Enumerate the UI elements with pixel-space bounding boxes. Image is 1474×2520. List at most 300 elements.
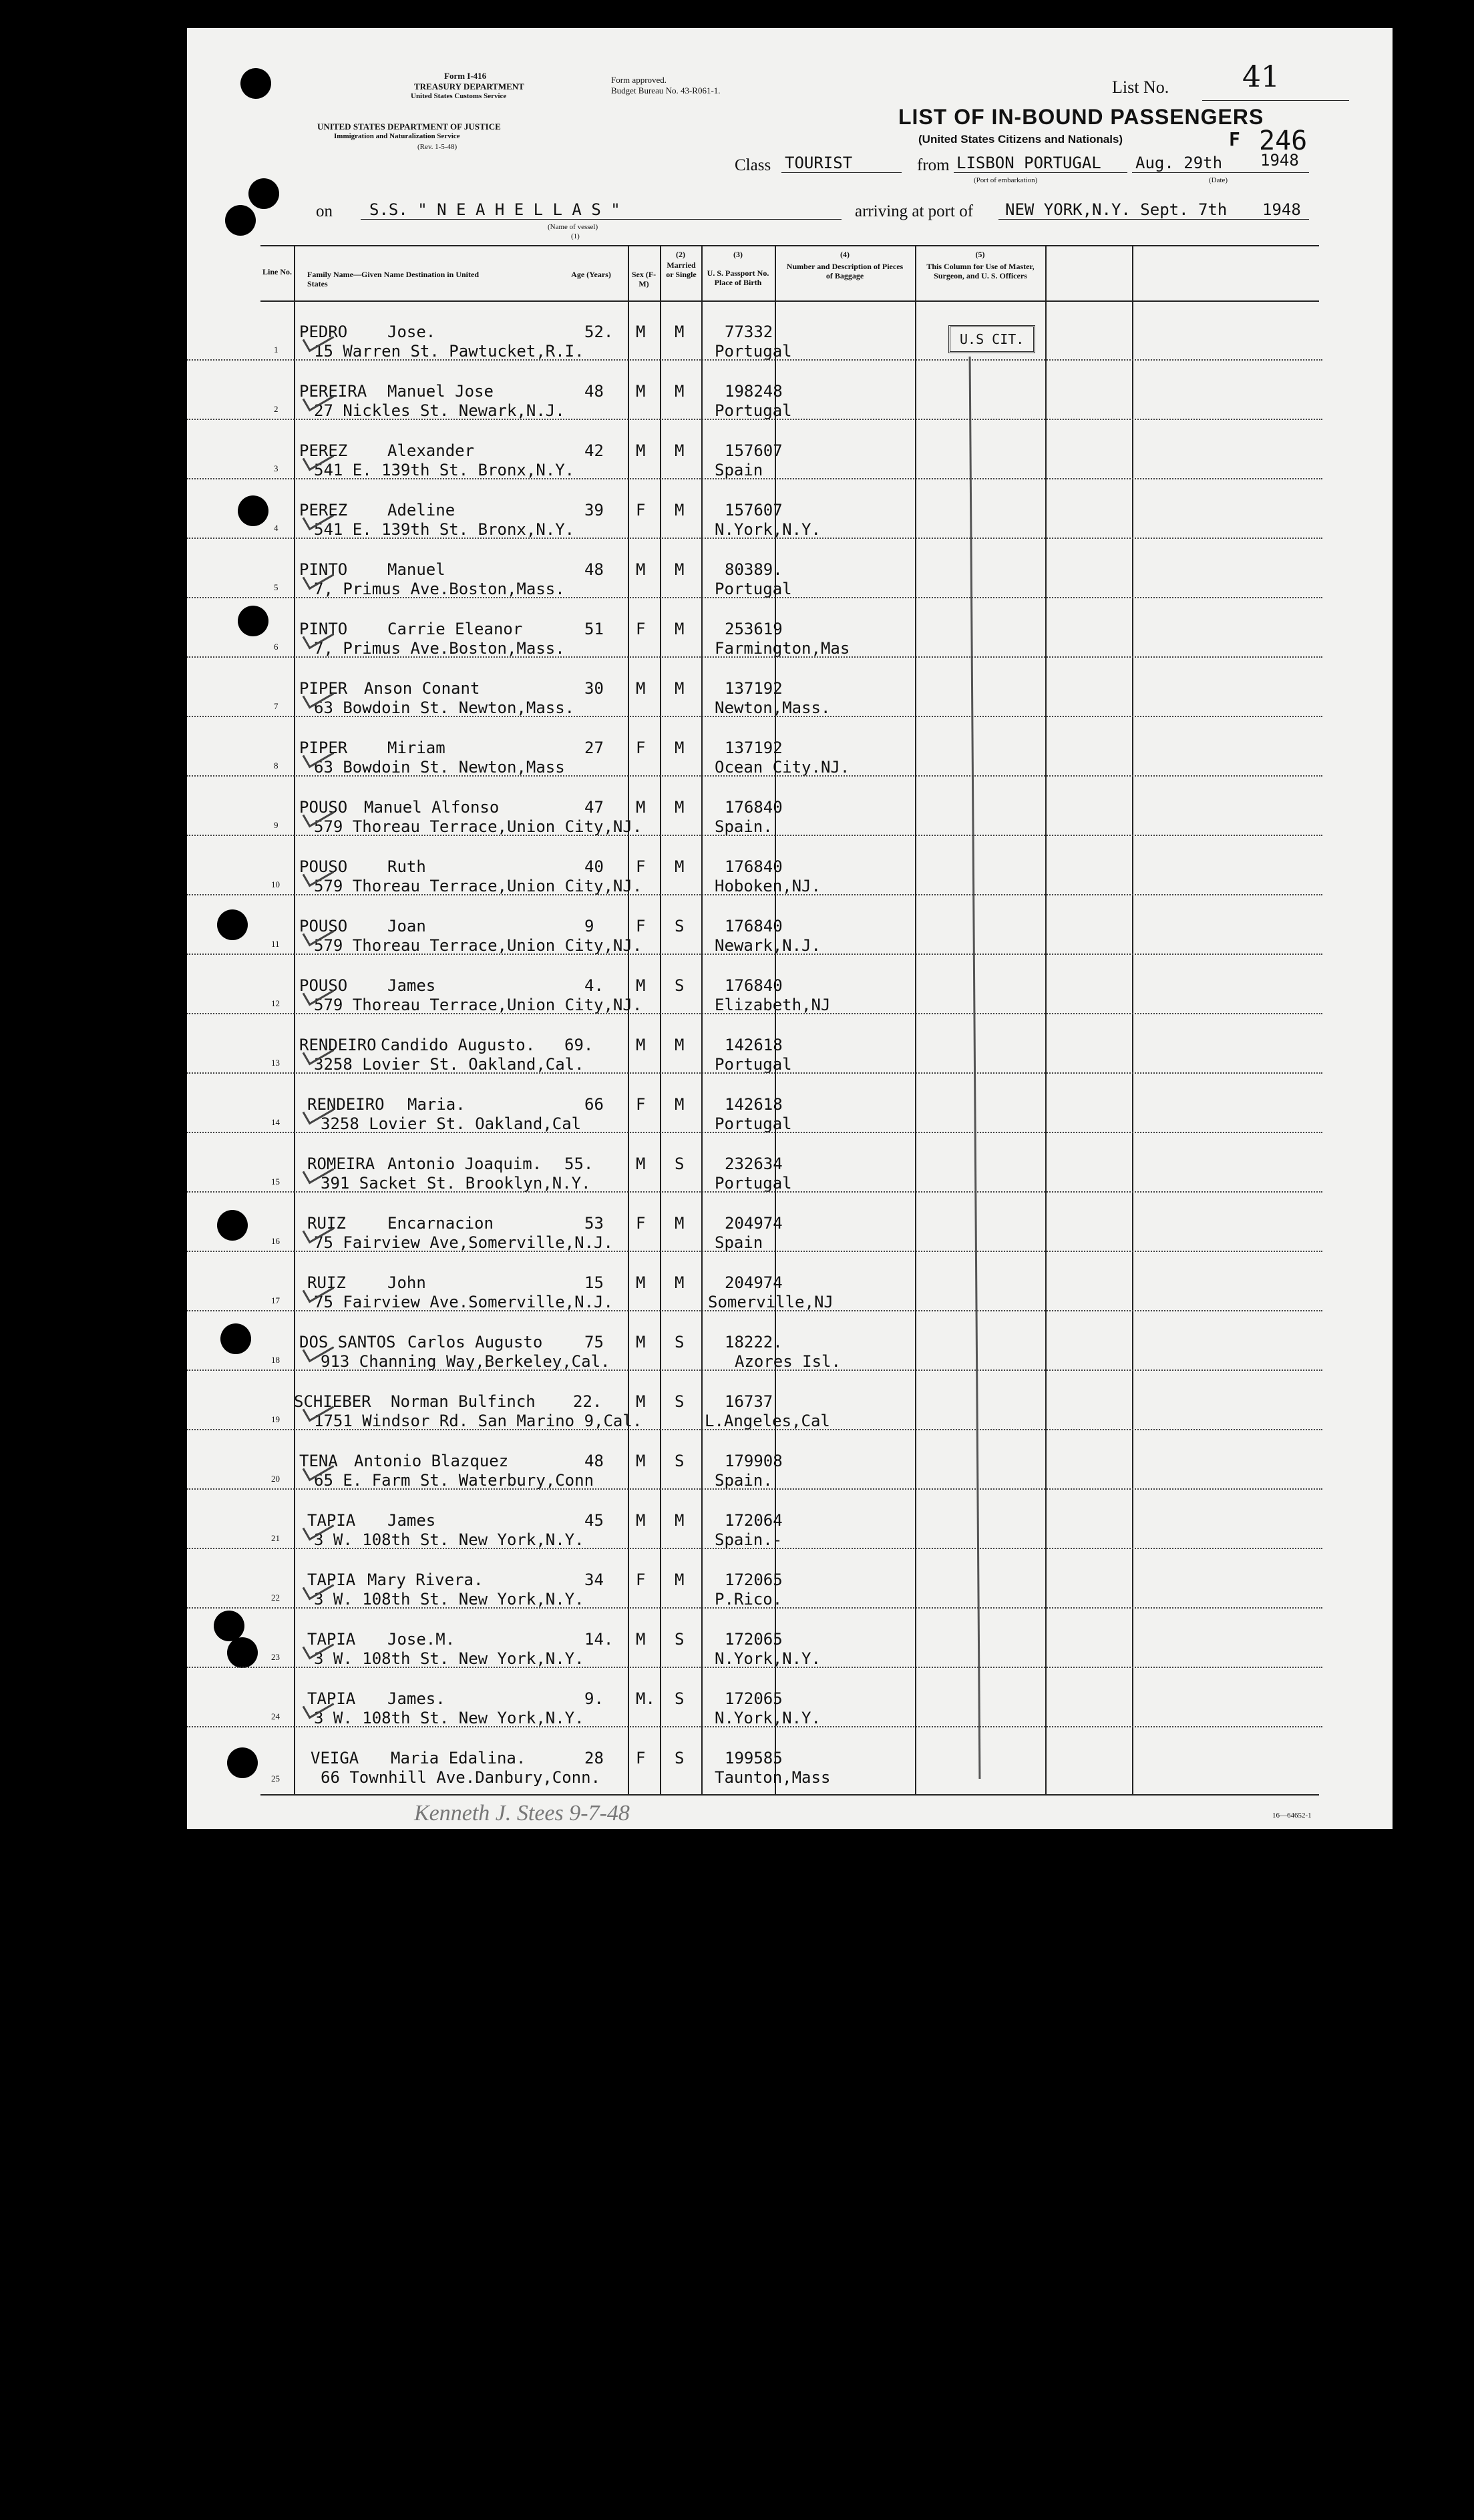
passport-number: 137192 bbox=[725, 739, 783, 757]
age: 66 bbox=[584, 1095, 604, 1114]
address: 579 Thoreau Terrace,Union City,NJ. bbox=[314, 877, 642, 895]
sex: M bbox=[636, 382, 646, 401]
passport-number: 18222. bbox=[725, 1333, 783, 1351]
sex: M. bbox=[636, 1689, 655, 1708]
age: 9 bbox=[584, 917, 594, 935]
passport-number: 142618 bbox=[725, 1095, 783, 1114]
sex: M bbox=[636, 323, 646, 341]
passenger-row bbox=[187, 1727, 1322, 1786]
passenger-row bbox=[187, 598, 1322, 657]
birthplace: Spain. bbox=[715, 817, 773, 836]
family-name: VEIGA bbox=[311, 1749, 359, 1767]
sex: F bbox=[636, 857, 646, 876]
age: 4. bbox=[584, 976, 604, 995]
given-name: Alexander bbox=[387, 441, 475, 460]
address: 65 E. Farm St. Waterbury,Conn bbox=[314, 1471, 594, 1490]
passenger-list bbox=[187, 300, 1322, 1793]
col-header-name: Family Name—Given Name Destination in United States bbox=[307, 270, 479, 288]
given-name: Candido Augusto. bbox=[381, 1036, 536, 1054]
vessel-col-no: (1) bbox=[571, 232, 580, 240]
line-number: 15 bbox=[271, 1177, 280, 1187]
age: 27 bbox=[584, 739, 604, 757]
passenger-row bbox=[187, 1311, 1322, 1370]
family-name: SCHIEBER bbox=[294, 1392, 371, 1411]
given-name: Miriam bbox=[387, 739, 445, 757]
family-name: TAPIA bbox=[307, 1630, 356, 1649]
address: 27 Nickles St. Newark,N.J. bbox=[314, 401, 565, 420]
passenger-row bbox=[187, 1548, 1322, 1608]
sex: F bbox=[636, 1570, 646, 1589]
arrival-underline bbox=[998, 219, 1309, 220]
passport-number: 204974 bbox=[725, 1273, 783, 1292]
age: 48 bbox=[584, 382, 604, 401]
passenger-row bbox=[187, 835, 1322, 895]
line-number: 2 bbox=[274, 404, 279, 414]
given-name: James bbox=[387, 976, 436, 995]
col-header-n4: (4) bbox=[840, 250, 850, 259]
given-name: Jose. bbox=[387, 323, 436, 341]
age: 14. bbox=[584, 1630, 614, 1649]
address: 7, Primus Ave.Boston,Mass. bbox=[314, 580, 565, 598]
passenger-row bbox=[187, 1489, 1322, 1548]
punch-hole bbox=[240, 68, 271, 99]
sex: M bbox=[636, 1511, 646, 1530]
age: 52. bbox=[584, 323, 614, 341]
given-name: Maria Edalina. bbox=[391, 1749, 526, 1767]
passenger-row bbox=[187, 1667, 1322, 1727]
dept-treasury: TREASURY DEPARTMENT bbox=[414, 81, 524, 91]
passenger-row bbox=[187, 479, 1322, 538]
family-name: TENA bbox=[299, 1452, 338, 1470]
sex: M bbox=[636, 798, 646, 817]
passport-number: 77332 bbox=[725, 323, 773, 341]
table-top-rule bbox=[260, 245, 1319, 246]
age: 45 bbox=[584, 1511, 604, 1530]
given-name: Carlos Augusto bbox=[407, 1333, 543, 1351]
birthplace: Elizabeth,NJ bbox=[715, 996, 831, 1014]
marital-status: M bbox=[675, 501, 685, 519]
sex: M bbox=[636, 1333, 646, 1351]
given-name: Manuel Alfonso bbox=[364, 798, 500, 817]
marital-status: M bbox=[675, 560, 685, 579]
marital-status: S bbox=[675, 1689, 685, 1708]
family-name: PEREZ bbox=[299, 501, 348, 519]
marital-status: M bbox=[675, 798, 685, 817]
sex: M bbox=[636, 1273, 646, 1292]
address: 3 W. 108th St. New York,N.Y. bbox=[314, 1590, 584, 1609]
birthplace: Portugal bbox=[715, 342, 792, 361]
birthplace: N.York,N.Y. bbox=[715, 520, 821, 539]
given-name: James bbox=[387, 1511, 436, 1530]
family-name: POUSO bbox=[299, 976, 348, 995]
family-name: ROMEIRA bbox=[307, 1154, 375, 1173]
table-bottom-rule bbox=[260, 1794, 1319, 1796]
marital-status: M bbox=[675, 1511, 685, 1530]
birthplace: P.Rico. bbox=[715, 1590, 783, 1609]
page-title: LIST OF IN-BOUND PASSENGERS bbox=[898, 105, 1264, 129]
birthplace: N.York,N.Y. bbox=[715, 1649, 821, 1668]
line-number: 11 bbox=[271, 939, 280, 949]
birthplace: Portugal bbox=[715, 401, 792, 420]
sex: F bbox=[636, 1214, 646, 1233]
col-header-n5: (5) bbox=[975, 250, 985, 259]
address: 3 W. 108th St. New York,N.Y. bbox=[314, 1709, 584, 1727]
given-name: Ruth bbox=[387, 857, 426, 876]
stamp-prefix: F bbox=[1229, 128, 1240, 150]
col-header-sex: Sex (F-M) bbox=[631, 270, 657, 288]
address: 3258 Lovier St. Oakland,Cal bbox=[321, 1114, 582, 1133]
birthplace: Farmington,Mas bbox=[715, 639, 850, 658]
age: 15 bbox=[584, 1273, 604, 1292]
passport-number: 176840 bbox=[725, 976, 783, 995]
address: 913 Channing Way,Berkeley,Cal. bbox=[321, 1352, 610, 1371]
sex: M bbox=[636, 1630, 646, 1649]
birthplace: Spain. bbox=[715, 1471, 773, 1490]
dept-justice: UNITED STATES DEPARTMENT OF JUSTICE bbox=[317, 122, 501, 132]
col-header-married: Married or Single bbox=[666, 260, 697, 279]
list-number: 41 bbox=[1242, 60, 1280, 94]
marital-status: S bbox=[675, 1333, 685, 1351]
birthplace: L.Angeles,Cal bbox=[705, 1412, 830, 1430]
col-header-baggage: Number and Description of Pieces of Baggage bbox=[786, 262, 904, 280]
col-header-officers: This Column for Use of Master, Surgeon, and U. S. Officers bbox=[926, 262, 1035, 280]
line-number: 8 bbox=[274, 761, 279, 771]
passport-number: 232634 bbox=[725, 1154, 783, 1173]
given-name: Antonio Joaquim. bbox=[387, 1154, 542, 1173]
sex: F bbox=[636, 501, 646, 519]
arriving-label: arriving at port of bbox=[855, 202, 974, 220]
age: 40 bbox=[584, 857, 604, 876]
form-number: Form I-416 bbox=[444, 71, 487, 81]
passenger-row bbox=[187, 538, 1322, 598]
passenger-row bbox=[187, 1251, 1322, 1311]
birthplace: Spain bbox=[715, 461, 763, 479]
given-name: Mary Rivera. bbox=[367, 1570, 484, 1589]
passport-number: 172065 bbox=[725, 1630, 783, 1649]
family-name: PINTO bbox=[299, 560, 348, 579]
age: 48 bbox=[584, 1452, 604, 1470]
footer-code: 16—64652-1 bbox=[1272, 1812, 1312, 1820]
family-name: RUIZ bbox=[307, 1214, 346, 1233]
age: 28 bbox=[584, 1749, 604, 1767]
family-name: RENDEIRO bbox=[299, 1036, 377, 1054]
passenger-row bbox=[187, 1073, 1322, 1132]
passport-number: 172064 bbox=[725, 1511, 783, 1530]
page-subtitle: (United States Citizens and Nationals) bbox=[918, 133, 1123, 146]
marital-status: M bbox=[675, 1036, 685, 1054]
age: 53 bbox=[584, 1214, 604, 1233]
given-name: Manuel Jose bbox=[387, 382, 494, 401]
from-label: from bbox=[917, 156, 950, 174]
sex: M bbox=[636, 1154, 646, 1173]
passport-number: 179908 bbox=[725, 1452, 783, 1470]
stamp-number: 246 bbox=[1259, 126, 1308, 156]
address: 15 Warren St. Pawtucket,R.I. bbox=[314, 342, 584, 361]
passenger-row bbox=[187, 657, 1322, 716]
marital-status: M bbox=[675, 1273, 685, 1292]
punch-hole bbox=[225, 205, 256, 236]
family-name: TAPIA bbox=[307, 1570, 356, 1589]
family-name: DOS SANTOS bbox=[299, 1333, 396, 1351]
passenger-row bbox=[187, 1430, 1322, 1489]
birthplace: Spain.- bbox=[715, 1530, 783, 1549]
given-name: Adeline bbox=[387, 501, 455, 519]
passport-number: 142618 bbox=[725, 1036, 783, 1054]
address: 541 E. 139th St. Bronx,N.Y. bbox=[314, 520, 575, 539]
line-number: 7 bbox=[274, 701, 279, 711]
marital-status: M bbox=[675, 382, 685, 401]
address: 63 Bowdoin St. Newton,Mass. bbox=[314, 698, 575, 717]
class-underline bbox=[781, 172, 902, 173]
sex: M bbox=[636, 679, 646, 698]
marital-status: M bbox=[675, 1214, 685, 1233]
marital-status: S bbox=[675, 1630, 685, 1649]
passport-number: 253619 bbox=[725, 620, 783, 638]
birthplace: Taunton,Mass bbox=[715, 1768, 831, 1787]
line-number: 21 bbox=[271, 1533, 280, 1543]
birthplace: Newark,N.J. bbox=[715, 936, 821, 955]
line-number: 13 bbox=[271, 1058, 280, 1068]
birthplace: Spain bbox=[715, 1233, 763, 1252]
birthplace: Newton,Mass. bbox=[715, 698, 831, 717]
marital-status: M bbox=[675, 441, 685, 460]
from-underline bbox=[954, 172, 1127, 173]
given-name: Joan bbox=[387, 917, 426, 935]
passenger-row bbox=[187, 1132, 1322, 1192]
revision: (Rev. 1-5-48) bbox=[417, 143, 457, 151]
birthplace: Hoboken,NJ. bbox=[715, 877, 821, 895]
dept-justice-sub: Immigration and Naturalization Service bbox=[334, 132, 460, 140]
address: 7, Primus Ave.Boston,Mass. bbox=[314, 639, 565, 658]
date-underline bbox=[1132, 172, 1309, 173]
sex: M bbox=[636, 560, 646, 579]
passport-number: 172065 bbox=[725, 1689, 783, 1708]
passport-number: 157607 bbox=[725, 441, 783, 460]
marital-status: M bbox=[675, 679, 685, 698]
address: 66 Townhill Ave.Danbury,Conn. bbox=[321, 1768, 601, 1787]
sex: M bbox=[636, 1036, 646, 1054]
list-underline bbox=[1202, 100, 1349, 101]
arrival-port: NEW YORK,N.Y. Sept. 7th bbox=[1005, 200, 1228, 219]
year-value: 1948 bbox=[1260, 151, 1299, 170]
passenger-row bbox=[187, 954, 1322, 1014]
passenger-row bbox=[187, 895, 1322, 954]
line-number: 20 bbox=[271, 1474, 280, 1484]
address: 1751 Windsor Rd. San Marino 9,Cal. bbox=[314, 1412, 642, 1430]
age: 69. bbox=[564, 1036, 594, 1054]
address: 579 Thoreau Terrace,Union City,NJ. bbox=[314, 996, 642, 1014]
marital-status: S bbox=[675, 1154, 685, 1173]
family-name: PINTO bbox=[299, 620, 348, 638]
passport-number: 204974 bbox=[725, 1214, 783, 1233]
age: 47 bbox=[584, 798, 604, 817]
family-name: PEREZ bbox=[299, 441, 348, 460]
family-name: PIPER bbox=[299, 679, 348, 698]
marital-status: M bbox=[675, 857, 685, 876]
passenger-row bbox=[187, 419, 1322, 479]
birthplace: Somerville,NJ bbox=[708, 1293, 834, 1311]
passenger-row bbox=[187, 1370, 1322, 1430]
family-name: POUSO bbox=[299, 857, 348, 876]
punch-hole bbox=[248, 178, 279, 209]
birthplace: Portugal bbox=[715, 1114, 792, 1133]
address: 3258 Lovier St. Oakland,Cal. bbox=[314, 1055, 584, 1074]
line-number: 18 bbox=[271, 1355, 280, 1365]
budget-bureau: Budget Bureau No. 43-R061-1. bbox=[611, 85, 721, 95]
family-name: PEDRO bbox=[299, 323, 348, 341]
passenger-row bbox=[187, 360, 1322, 419]
given-name: John bbox=[387, 1273, 426, 1292]
passenger-row bbox=[187, 300, 1322, 360]
date-caption: (Date) bbox=[1209, 176, 1228, 184]
address: 579 Thoreau Terrace,Union City,NJ. bbox=[314, 817, 642, 836]
col-header-line: Line No. bbox=[262, 267, 292, 276]
age: 34 bbox=[584, 1570, 604, 1589]
list-label: List No. bbox=[1112, 77, 1169, 97]
line-number: 12 bbox=[271, 998, 280, 1008]
line-number: 6 bbox=[274, 642, 279, 652]
arrival-year: 1948 bbox=[1262, 200, 1301, 219]
sex: F bbox=[636, 1095, 646, 1114]
birthplace: N.York,N.Y. bbox=[715, 1709, 821, 1727]
line-number: 16 bbox=[271, 1236, 280, 1246]
age: 55. bbox=[564, 1154, 594, 1173]
inspector-signature: Kenneth J. Stees 9-7-48 bbox=[414, 1801, 630, 1826]
sex: M bbox=[636, 441, 646, 460]
sex: M bbox=[636, 976, 646, 995]
passport-number: 176840 bbox=[725, 917, 783, 935]
marital-status: M bbox=[675, 739, 685, 757]
given-name: Carrie Eleanor bbox=[387, 620, 523, 638]
given-name: James. bbox=[387, 1689, 445, 1708]
given-name: Norman Bulfinch bbox=[391, 1392, 536, 1411]
passport-number: 198248 bbox=[725, 382, 783, 401]
address: 75 Fairview Ave.Somerville,N.J. bbox=[314, 1293, 613, 1311]
address: 541 E. 139th St. Bronx,N.Y. bbox=[314, 461, 575, 479]
passenger-row bbox=[187, 1608, 1322, 1667]
form-approved: Form approved. bbox=[611, 75, 667, 85]
passport-number: 176840 bbox=[725, 857, 783, 876]
birthplace: Portugal bbox=[715, 580, 792, 598]
line-number: 5 bbox=[274, 582, 279, 592]
line-number: 25 bbox=[271, 1773, 280, 1783]
line-number: 22 bbox=[271, 1593, 280, 1603]
passport-number: 16737 bbox=[725, 1392, 773, 1411]
class-value: TOURIST bbox=[785, 154, 853, 172]
passport-number: 172065 bbox=[725, 1570, 783, 1589]
line-number: 23 bbox=[271, 1652, 280, 1662]
marital-status: M bbox=[675, 1095, 685, 1114]
col-header-age: Age (Years) bbox=[571, 270, 611, 279]
line-number: 4 bbox=[274, 523, 279, 533]
given-name: Manuel bbox=[387, 560, 445, 579]
marital-status: S bbox=[675, 1392, 685, 1411]
vessel-underline bbox=[361, 219, 842, 220]
marital-status: S bbox=[675, 1749, 685, 1767]
sex: F bbox=[636, 917, 646, 935]
family-name: PIPER bbox=[299, 739, 348, 757]
marital-status: S bbox=[675, 917, 685, 935]
col-header-passport: U. S. Passport No. Place of Birth bbox=[707, 268, 769, 287]
sex: F bbox=[636, 739, 646, 757]
birthplace: Portugal bbox=[715, 1174, 792, 1193]
us-citizen-stamp: U.S CIT. bbox=[948, 325, 1035, 353]
line-number: 19 bbox=[271, 1414, 280, 1424]
line-number: 17 bbox=[271, 1295, 280, 1305]
age: 48 bbox=[584, 560, 604, 579]
family-name: POUSO bbox=[299, 798, 348, 817]
line-number: 9 bbox=[274, 820, 279, 830]
sex: M bbox=[636, 1452, 646, 1470]
age: 51 bbox=[584, 620, 604, 638]
family-name: RUIZ bbox=[307, 1273, 346, 1292]
line-number: 10 bbox=[271, 879, 280, 889]
sex: F bbox=[636, 1749, 646, 1767]
family-name: RENDEIRO bbox=[307, 1095, 385, 1114]
marital-status: S bbox=[675, 976, 685, 995]
marital-status: S bbox=[675, 1452, 685, 1470]
vessel-caption: (Name of vessel) bbox=[548, 223, 598, 231]
marital-status: M bbox=[675, 323, 685, 341]
birthplace: Portugal bbox=[715, 1055, 792, 1074]
given-name: Maria. bbox=[407, 1095, 466, 1114]
dept-treasury-sub: United States Customs Service bbox=[411, 92, 507, 100]
passport-number: 137192 bbox=[725, 679, 783, 698]
passport-number: 157607 bbox=[725, 501, 783, 519]
line-number: 1 bbox=[274, 345, 279, 355]
address: 75 Fairview Ave,Somerville,N.J. bbox=[314, 1233, 613, 1252]
address: 579 Thoreau Terrace,Union City,NJ. bbox=[314, 936, 642, 955]
address: 3 W. 108th St. New York,N.Y. bbox=[314, 1649, 584, 1668]
marital-status: M bbox=[675, 1570, 685, 1589]
port-caption: (Port of embarkation) bbox=[974, 176, 1038, 184]
line-number: 24 bbox=[271, 1711, 280, 1721]
passenger-row bbox=[187, 1014, 1322, 1073]
family-name: PEREIRA bbox=[299, 382, 367, 401]
birthplace: Azores Isl. bbox=[735, 1352, 841, 1371]
manifest-page bbox=[187, 28, 1393, 1829]
age: 75 bbox=[584, 1333, 604, 1351]
date-value: Aug. 29th bbox=[1135, 154, 1223, 172]
passport-number: 176840 bbox=[725, 798, 783, 817]
line-number: 3 bbox=[274, 463, 279, 473]
passport-number: 80389. bbox=[725, 560, 783, 579]
sex: M bbox=[636, 1392, 646, 1411]
marital-status: M bbox=[675, 620, 685, 638]
passenger-row bbox=[187, 716, 1322, 776]
family-name: TAPIA bbox=[307, 1689, 356, 1708]
given-name: Antonio Blazquez bbox=[354, 1452, 509, 1470]
on-label: on bbox=[316, 202, 333, 220]
line-number: 14 bbox=[271, 1117, 280, 1127]
col-header-n3: (3) bbox=[733, 250, 743, 259]
age: 39 bbox=[584, 501, 604, 519]
passenger-row bbox=[187, 776, 1322, 835]
sex: F bbox=[636, 620, 646, 638]
age: 9. bbox=[584, 1689, 604, 1708]
given-name: Encarnacion bbox=[387, 1214, 494, 1233]
age: 22. bbox=[573, 1392, 602, 1411]
address: 391 Sacket St. Brooklyn,N.Y. bbox=[321, 1174, 591, 1193]
age: 30 bbox=[584, 679, 604, 698]
family-name: POUSO bbox=[299, 917, 348, 935]
birthplace: Ocean City.NJ. bbox=[715, 758, 850, 777]
address: 63 Bowdoin St. Newton,Mass bbox=[314, 758, 565, 777]
vessel-name: S.S. " N E A H E L L A S " bbox=[369, 200, 620, 219]
age: 42 bbox=[584, 441, 604, 460]
from-value: LISBON PORTUGAL bbox=[956, 154, 1101, 172]
col-header-n2: (2) bbox=[676, 250, 685, 259]
